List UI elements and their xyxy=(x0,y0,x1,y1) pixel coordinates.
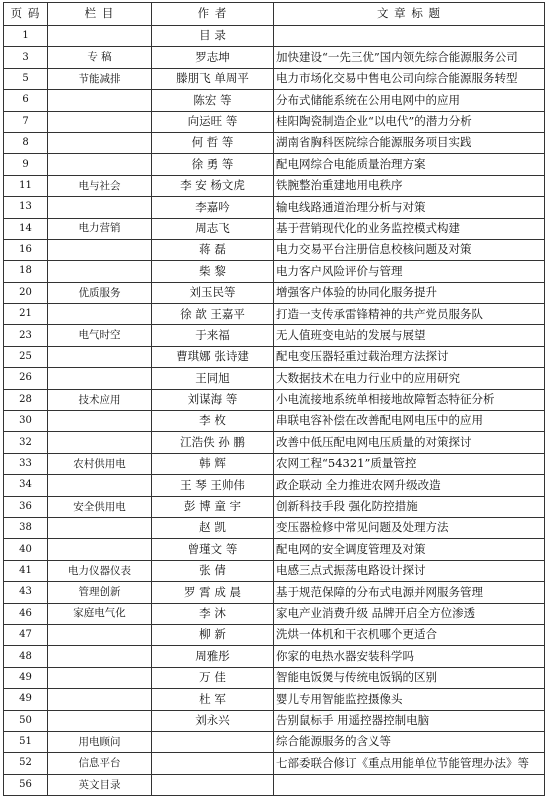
toc-table xyxy=(3,2,545,796)
row-author: 李 枚 xyxy=(152,411,274,432)
row-page: 3 xyxy=(4,47,48,68)
row-column xyxy=(48,710,152,731)
table-row xyxy=(4,582,545,603)
row-title: 配电变压器轻重过载治理方法探讨 xyxy=(274,346,545,367)
row-author: 柴 黎 xyxy=(152,261,274,282)
row-title: 加快建设“一先三优”国内领先综合能源服务公司 xyxy=(274,47,545,68)
row-column: 优质服务 xyxy=(48,282,152,303)
row-author: 目 录 xyxy=(152,26,274,47)
row-author: 彭 博 童 宇 xyxy=(152,496,274,517)
table-row xyxy=(4,90,545,111)
row-author: 向运旺 等 xyxy=(152,111,274,132)
table-row xyxy=(4,517,545,538)
table-row xyxy=(4,261,545,282)
row-title: 电力交易平台注册信息校核问题及对策 xyxy=(274,239,545,260)
row-title: 分布式储能系统在公用电网中的应用 xyxy=(274,90,545,111)
row-author: 陈宏 等 xyxy=(152,90,274,111)
row-page: 32 xyxy=(4,432,48,453)
row-page: 49 xyxy=(4,667,48,688)
table-row xyxy=(4,389,545,410)
row-title: 湖南省胸科医院综合能源服务项目实践 xyxy=(274,132,545,153)
row-page: 48 xyxy=(4,646,48,667)
row-author: 赵 凯 xyxy=(152,517,274,538)
row-column: 技术应用 xyxy=(48,389,152,410)
header-author: 作 者 xyxy=(152,3,274,26)
row-column: 电力仪器仪表 xyxy=(48,560,152,581)
row-column xyxy=(48,475,152,496)
row-author: 曾瑾文 等 xyxy=(152,539,274,560)
row-column: 电与社会 xyxy=(48,175,152,196)
row-column xyxy=(48,624,152,645)
row-title: 政企联动 全力推进农网升级改造 xyxy=(274,475,545,496)
row-author: 蒋 磊 xyxy=(152,239,274,260)
row-title: 小电流接地系统单相接地故障暂态特征分析 xyxy=(274,389,545,410)
row-column xyxy=(48,154,152,175)
row-author: 王同旭 xyxy=(152,368,274,389)
row-column: 专 稿 xyxy=(48,47,152,68)
table-row xyxy=(4,646,545,667)
row-page: 13 xyxy=(4,197,48,218)
table-row xyxy=(4,346,545,367)
row-title xyxy=(274,26,545,47)
row-page: 36 xyxy=(4,496,48,517)
row-title: 变压器检修中常见问题及处理方法 xyxy=(274,517,545,538)
row-author: 李 安 杨文虎 xyxy=(152,175,274,196)
row-author: 刘玉民等 xyxy=(152,282,274,303)
row-author: 韩 辉 xyxy=(152,453,274,474)
row-title: 基于营销现代化的业务监控模式构建 xyxy=(274,218,545,239)
row-page: 9 xyxy=(4,154,48,175)
row-title: 农网工程“54321”质量管控 xyxy=(274,453,545,474)
row-author: 于来福 xyxy=(152,325,274,346)
row-author: 张 倩 xyxy=(152,560,274,581)
row-title: 配电网的安全调度管理及对策 xyxy=(274,539,545,560)
row-column: 英文目录 xyxy=(48,774,152,795)
table-row xyxy=(4,731,545,752)
row-title: 大数据技术在电力行业中的应用研究 xyxy=(274,368,545,389)
table-row xyxy=(4,154,545,175)
row-page: 56 xyxy=(4,774,48,795)
row-page: 52 xyxy=(4,753,48,774)
row-page: 5 xyxy=(4,68,48,89)
table-row xyxy=(4,325,545,346)
row-author xyxy=(152,774,274,795)
row-author: 刘谋海 等 xyxy=(152,389,274,410)
row-page: 26 xyxy=(4,368,48,389)
row-title: 配电网综合电能质量治理方案 xyxy=(274,154,545,175)
row-column xyxy=(48,432,152,453)
row-page: 51 xyxy=(4,731,48,752)
row-column xyxy=(48,111,152,132)
row-column: 管理创新 xyxy=(48,582,152,603)
row-title: 铁腕整治重建地用电秩序 xyxy=(274,175,545,196)
row-page: 1 xyxy=(4,26,48,47)
row-column: 节能减排 xyxy=(48,68,152,89)
table-row xyxy=(4,47,545,68)
row-author: 徐 歆 王嘉平 xyxy=(152,304,274,325)
row-author: 周志飞 xyxy=(152,218,274,239)
row-column xyxy=(48,197,152,218)
row-author: 柳 新 xyxy=(152,624,274,645)
row-column xyxy=(48,667,152,688)
row-title: 家电产业消费升级 品牌开启全方位渗透 xyxy=(274,603,545,624)
table-row xyxy=(4,453,545,474)
table-row xyxy=(4,560,545,581)
row-author xyxy=(152,753,274,774)
row-page: 11 xyxy=(4,175,48,196)
row-page: 34 xyxy=(4,475,48,496)
table-row xyxy=(4,411,545,432)
row-page: 41 xyxy=(4,560,48,581)
table-row xyxy=(4,368,545,389)
row-column: 用电顾问 xyxy=(48,731,152,752)
table-row xyxy=(4,239,545,260)
row-title: 打造一支传承雷锋精神的共产党员服务队 xyxy=(274,304,545,325)
table-row xyxy=(4,304,545,325)
toc-header-row xyxy=(4,3,545,26)
row-page: 14 xyxy=(4,218,48,239)
row-title: 告别鼠标手 用遥控器控制电脑 xyxy=(274,710,545,731)
table-row xyxy=(4,111,545,132)
row-author: 何 哲 等 xyxy=(152,132,274,153)
table-row xyxy=(4,603,545,624)
toc-body xyxy=(4,26,545,796)
header-column: 栏 目 xyxy=(48,3,152,26)
row-column xyxy=(48,368,152,389)
row-page: 20 xyxy=(4,282,48,303)
row-column xyxy=(48,646,152,667)
table-row xyxy=(4,282,545,303)
row-column: 农村供用电 xyxy=(48,453,152,474)
row-author: 曹琪娜 张诗建 xyxy=(152,346,274,367)
row-page: 16 xyxy=(4,239,48,260)
row-column xyxy=(48,539,152,560)
row-page: 33 xyxy=(4,453,48,474)
row-page: 30 xyxy=(4,411,48,432)
row-title: 洗烘一体机和干衣机哪个更适合 xyxy=(274,624,545,645)
row-column: 电气时空 xyxy=(48,325,152,346)
row-title: 综合能源服务的含义等 xyxy=(274,731,545,752)
row-author: 罗志坤 xyxy=(152,47,274,68)
row-column xyxy=(48,346,152,367)
table-row xyxy=(4,667,545,688)
row-author: 罗 霄 成 晨 xyxy=(152,582,274,603)
row-title: 基于规范保障的分布式电源并网服务管理 xyxy=(274,582,545,603)
row-author: 王 琴 王帅伟 xyxy=(152,475,274,496)
row-page: 23 xyxy=(4,325,48,346)
row-author xyxy=(152,731,274,752)
row-page: 43 xyxy=(4,582,48,603)
row-author: 刘永兴 xyxy=(152,710,274,731)
table-row xyxy=(4,26,545,47)
table-row xyxy=(4,218,545,239)
row-column xyxy=(48,411,152,432)
table-row xyxy=(4,68,545,89)
row-page: 28 xyxy=(4,389,48,410)
row-page: 49 xyxy=(4,689,48,710)
table-row xyxy=(4,432,545,453)
row-column xyxy=(48,239,152,260)
table-row xyxy=(4,774,545,795)
row-column xyxy=(48,132,152,153)
row-author: 滕朋飞 单周平 xyxy=(152,68,274,89)
row-column: 信息平台 xyxy=(48,753,152,774)
table-row xyxy=(4,475,545,496)
row-column xyxy=(48,261,152,282)
row-column: 电力营销 xyxy=(48,218,152,239)
row-title xyxy=(274,774,545,795)
row-title: 电感三点式振荡电路设计探讨 xyxy=(274,560,545,581)
row-column xyxy=(48,689,152,710)
row-title: 桂阳陶瓷制造企业“以电代”的潜力分析 xyxy=(274,111,545,132)
table-row xyxy=(4,624,545,645)
row-title: 改善中低压配电网电压质量的对策探讨 xyxy=(274,432,545,453)
table-row xyxy=(4,496,545,517)
table-row xyxy=(4,753,545,774)
row-column: 家庭电气化 xyxy=(48,603,152,624)
row-author: 李 沐 xyxy=(152,603,274,624)
row-page: 21 xyxy=(4,304,48,325)
row-title: 无人值班变电站的发展与展望 xyxy=(274,325,545,346)
table-row xyxy=(4,175,545,196)
row-page: 38 xyxy=(4,517,48,538)
row-page: 18 xyxy=(4,261,48,282)
row-title: 增强客户体验的协同化服务提升 xyxy=(274,282,545,303)
row-page: 8 xyxy=(4,132,48,153)
row-title: 串联电容补偿在改善配电网电压中的应用 xyxy=(274,411,545,432)
row-column xyxy=(48,90,152,111)
table-row xyxy=(4,132,545,153)
row-page: 47 xyxy=(4,624,48,645)
row-author: 徐 勇 等 xyxy=(152,154,274,175)
row-page: 25 xyxy=(4,346,48,367)
row-title: 电力市场化交易中售电公司向综合能源服务转型 xyxy=(274,68,545,89)
row-title: 七部委联合修订《重点用能单位节能管理办法》等 xyxy=(274,753,545,774)
table-row xyxy=(4,689,545,710)
row-column: 安全供用电 xyxy=(48,496,152,517)
row-column xyxy=(48,517,152,538)
row-title: 智能电饭煲与传统电饭锅的区别 xyxy=(274,667,545,688)
row-page: 7 xyxy=(4,111,48,132)
row-author: 江浩佚 孙 鹏 xyxy=(152,432,274,453)
row-column xyxy=(48,26,152,47)
table-row xyxy=(4,710,545,731)
header-page: 页 码 xyxy=(4,3,48,26)
table-row xyxy=(4,197,545,218)
row-author: 周雅彤 xyxy=(152,646,274,667)
row-column xyxy=(48,304,152,325)
row-page: 40 xyxy=(4,539,48,560)
row-author: 万 佳 xyxy=(152,667,274,688)
row-page: 46 xyxy=(4,603,48,624)
row-title: 输电线路通道治理分析与对策 xyxy=(274,197,545,218)
row-title: 创新科技手段 强化防控措施 xyxy=(274,496,545,517)
row-page: 6 xyxy=(4,90,48,111)
row-title: 电力客户风险评价与管理 xyxy=(274,261,545,282)
row-author: 李嘉吟 xyxy=(152,197,274,218)
header-title: 文 章 标 题 xyxy=(274,3,545,26)
row-title: 你家的电热水器安装科学吗 xyxy=(274,646,545,667)
row-author: 杜 军 xyxy=(152,689,274,710)
row-page: 50 xyxy=(4,710,48,731)
row-title: 婴儿专用智能监控摄像头 xyxy=(274,689,545,710)
table-row xyxy=(4,539,545,560)
